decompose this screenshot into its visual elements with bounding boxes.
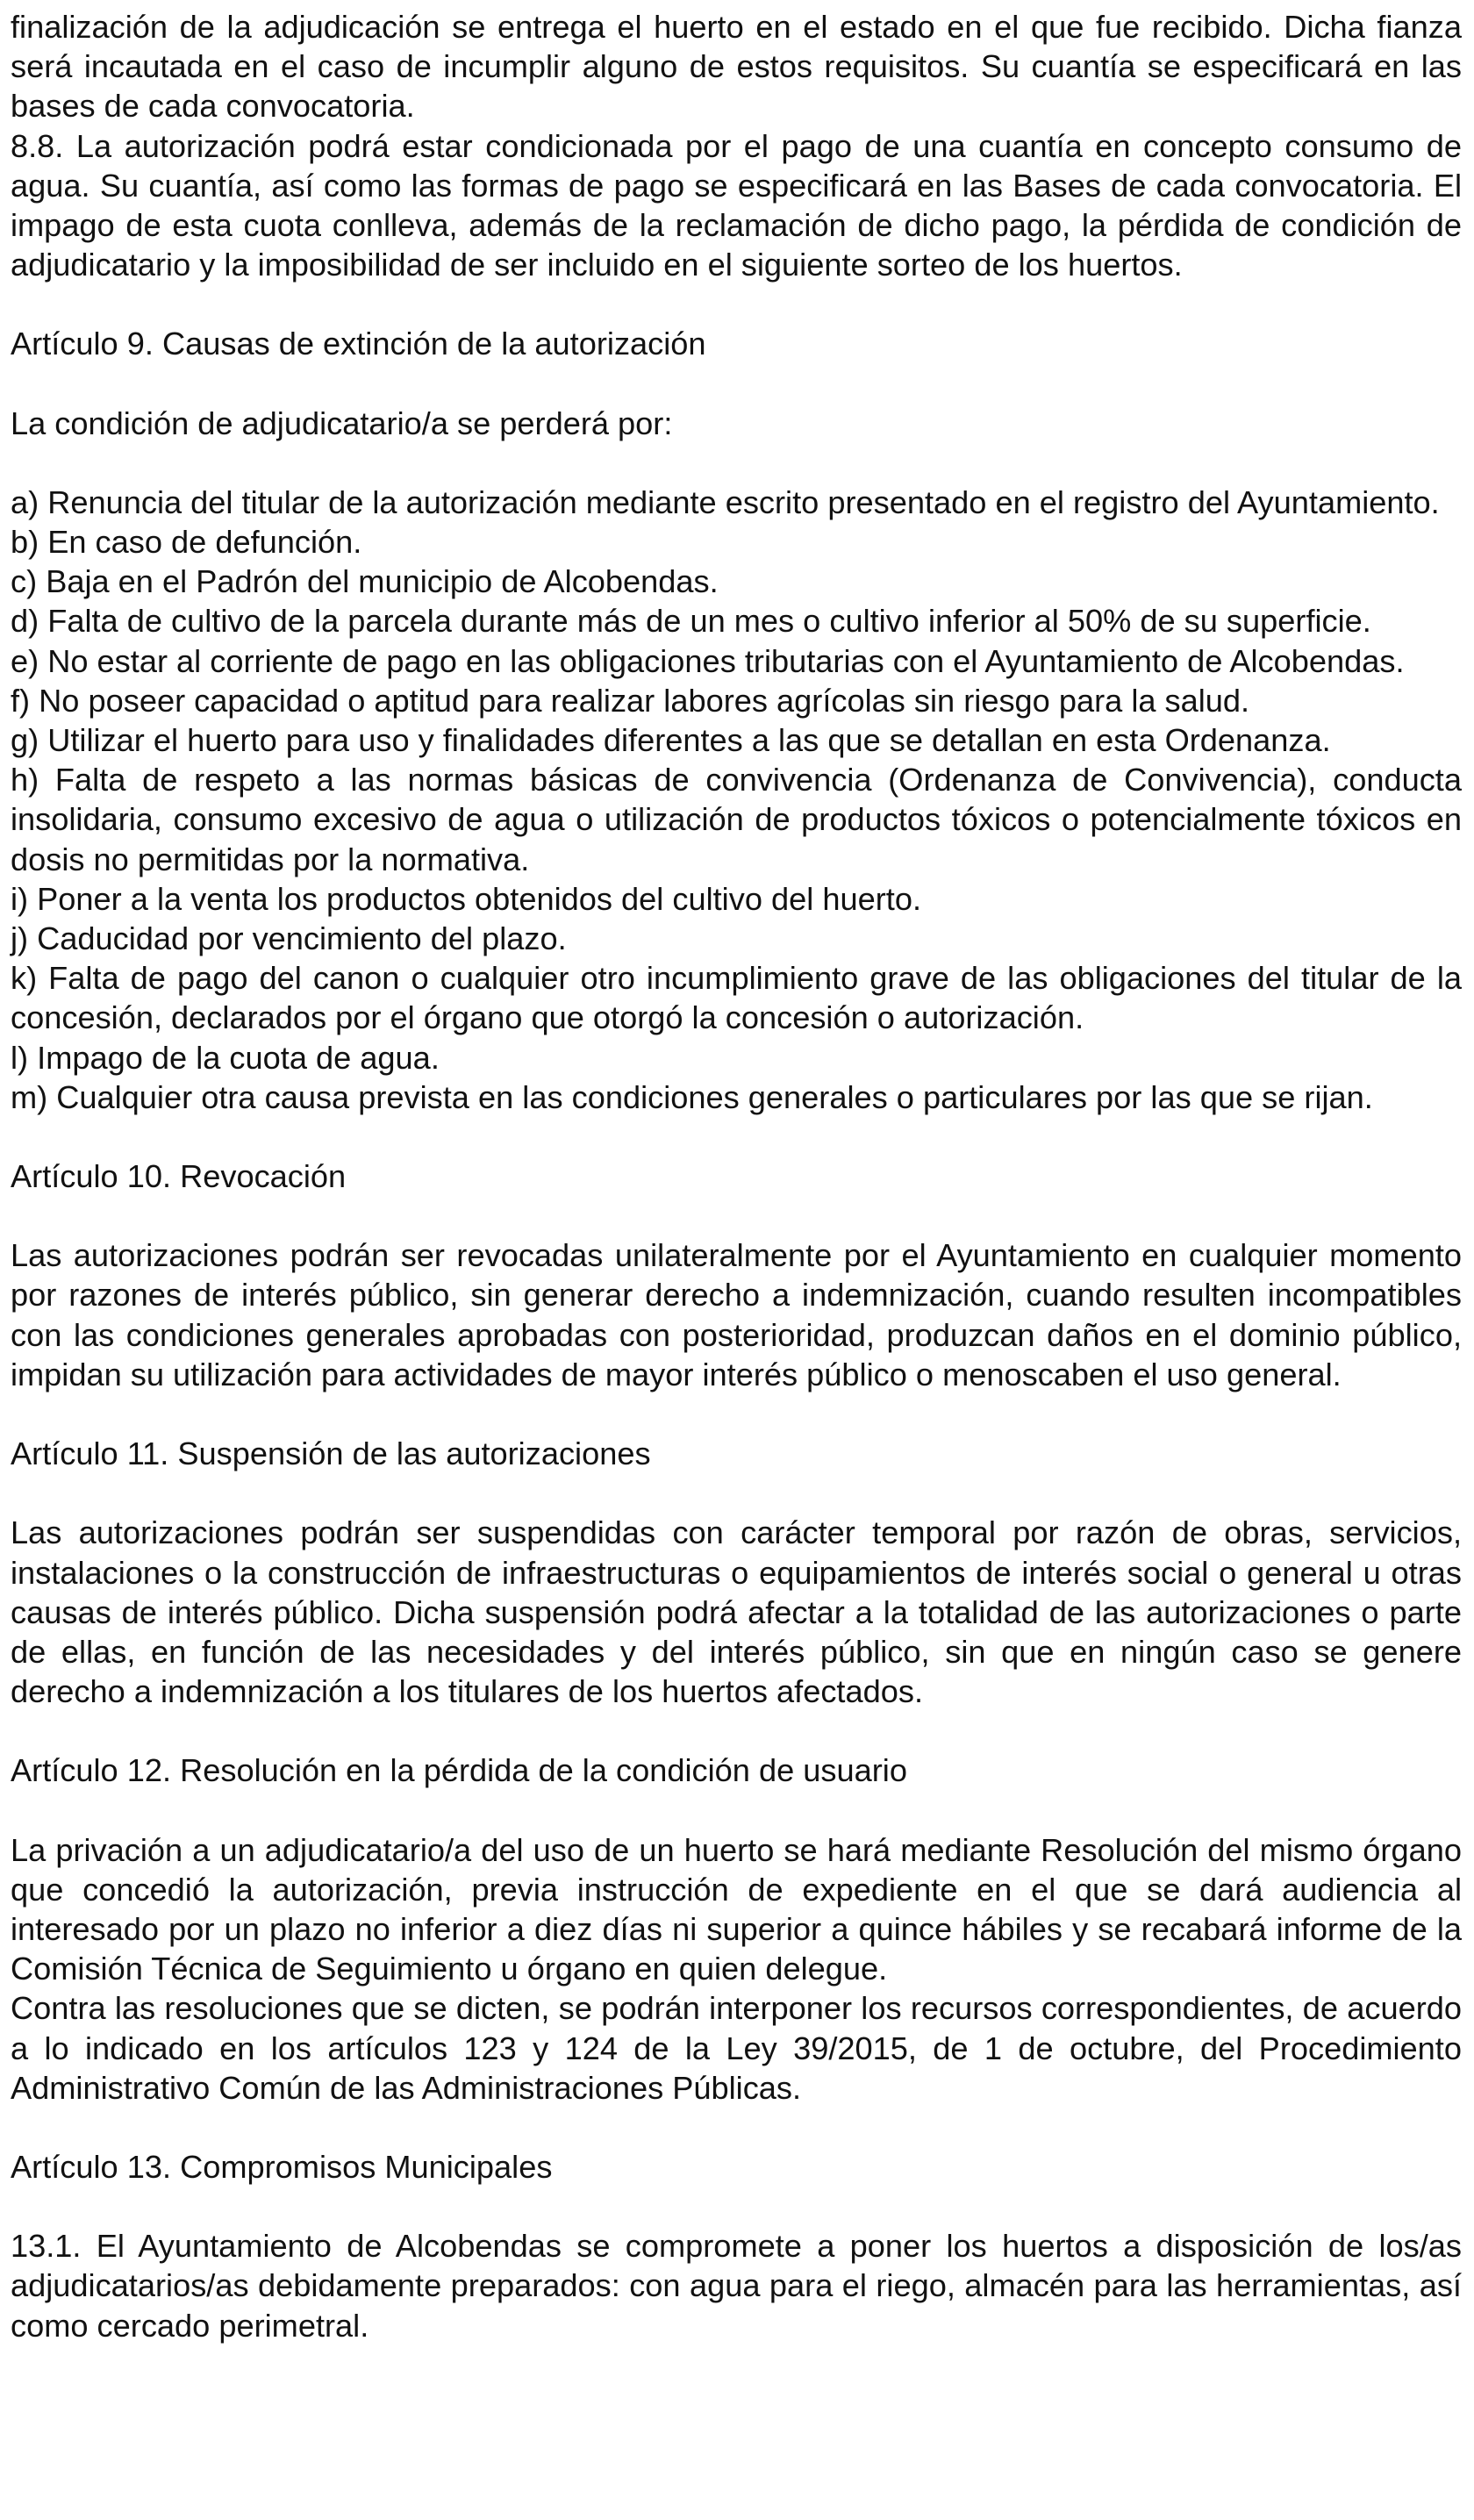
paragraph: e) No estar al corriente de pago en las obligaciones tributarias con el Ayuntamiento de Alcobendas.: [11, 642, 1405, 679]
paragraph: finalización de la adjudicación se entrega el huerto en el estado en el que fue recibido. Dicha fianza será incautada en el caso de incumplir alguno de estos requisitos. Su cuantía se especificará en las bases de cada convocatoria.: [11, 9, 1462, 125]
paragraph: 13.1. El Ayuntamiento de Alcobendas se compromete a poner los huertos a disposición de los/as adjudicatarios/as debidamente preparados: con agua para el riego, almacén para las herramientas, así como cercado perimetral.: [11, 2228, 1462, 2344]
article-heading: Artículo 10. Revocación: [11, 1158, 347, 1195]
paragraph-spacer: [11, 1791, 1462, 1830]
paragraph: La condición de adjudicatario/a se perderá por:: [11, 404, 673, 441]
paragraph-spacer: [11, 2187, 1462, 2226]
paragraph: j) Caducidad por vencimiento del plazo.: [11, 920, 567, 957]
paragraph: La privación a un adjudicatario/a del uso de un huerto se hará mediante Resolución del mismo órgano que concedió la autorización, previa instrucción de expediente en el que se dará audiencia al interesado por un plazo no inferior a diez días ni superior a quince hábiles y se recabará informe de la Comisión Técnica de Seguimiento u órgano en quien delegue.: [11, 1831, 1462, 1987]
paragraph: f) No poseer capacidad o aptitud para realizar labores agrícolas sin riesgo para la salud.: [11, 682, 1250, 719]
article-heading: Artículo 12. Resolución en la pérdida de la condición de usuario: [11, 1752, 907, 1789]
paragraph-spacer: [11, 1196, 1462, 1235]
article-heading: Artículo 9. Causas de extinción de la autorización: [11, 326, 706, 362]
paragraph-spacer: [11, 443, 1462, 483]
paragraph: g) Utilizar el huerto para uso y finalidades diferentes a las que se detallan en esta Ordenanza.: [11, 722, 1331, 759]
document-page: [11, 7, 1462, 2345]
paragraph: a) Renuncia del titular de la autorización mediante escrito presentado en el registro del Ayuntamiento.: [11, 483, 1440, 520]
paragraph: k) Falta de pago del canon o cualquier otro incumplimiento grave de las obligaciones del titular de la concesión, declarados por el órgano que otorgó la concesión o autorización.: [11, 960, 1462, 1036]
paragraph: h) Falta de respeto a las normas básicas de convivencia (Ordenanza de Convivencia), conducta insolidaria, consumo excesivo de agua o utilización de productos tóxicos o potencialmente tóxicos en dosis no permitidas por la normativa.: [11, 762, 1462, 877]
paragraph: l) Impago de la cuota de agua.: [11, 1039, 440, 1076]
paragraph: Las autorizaciones podrán ser suspendidas con carácter temporal por razón de obras, servicios, instalaciones o la construcción de infraestructuras o equipamientos de interés social o general u otras causas de interés público. Dicha suspensión podrá afectar a la totalidad de las autorizaciones o parte de ellas, en función de las necesidades y del interés público, sin que en ningún caso se genere derecho a indemnización a los titulares de los huertos afectados.: [11, 1514, 1462, 1710]
paragraph-spacer: [11, 1394, 1462, 1434]
article-heading: Artículo 11. Suspensión de las autorizaciones: [11, 1435, 651, 1472]
paragraph: c) Baja en el Padrón del municipio de Alcobendas.: [11, 563, 719, 600]
paragraph-spacer: [11, 1473, 1462, 1513]
paragraph: i) Poner a la venta los productos obtenidos del cultivo del huerto.: [11, 880, 922, 917]
paragraph: b) En caso de defunción.: [11, 524, 362, 561]
paragraph-spacer: [11, 364, 1462, 404]
paragraph: 8.8. La autorización podrá estar condicionada por el pago de una cuantía en concepto consumo de agua. Su cuantía, así como las formas de pago se especificará en las Bases de cada convocatoria. El impago de esta cuota conlleva, además de la reclamación de dicho pago, la pérdida de condición de adjudicatario y la imposibilidad de ser incluido en el siguiente sorteo de los huertos.: [11, 127, 1462, 283]
article-heading: Artículo 13. Compromisos Municipales: [11, 2148, 553, 2185]
paragraph-spacer: [11, 1711, 1462, 1750]
paragraph-spacer: [11, 1117, 1462, 1156]
paragraph: Contra las resoluciones que se dicten, se podrán interponer los recursos correspondientes, de acuerdo a lo indicado en los artículos 123 y 124 de la Ley 39/2015, de 1 de octubre, del Procedimiento Administrativo Común de las Administraciones Públicas.: [11, 1990, 1462, 2106]
paragraph: d) Falta de cultivo de la parcela durante más de un mes o cultivo inferior al 50% de su superficie.: [11, 603, 1371, 640]
paragraph: m) Cualquier otra causa prevista en las condiciones generales o particulares por las que se rijan.: [11, 1078, 1373, 1115]
paragraph-spacer: [11, 284, 1462, 324]
paragraph: Las autorizaciones podrán ser revocadas unilateralmente por el Ayuntamiento en cualquier momento por razones de interés público, sin generar derecho a indemnización, cuando resulten incompatibles con las condiciones generales aprobadas con posterioridad, produzcan daños en el dominio público, impidan su utilización para actividades de mayor interés público o menoscaben el uso general.: [11, 1237, 1462, 1392]
paragraph-spacer: [11, 2108, 1462, 2147]
